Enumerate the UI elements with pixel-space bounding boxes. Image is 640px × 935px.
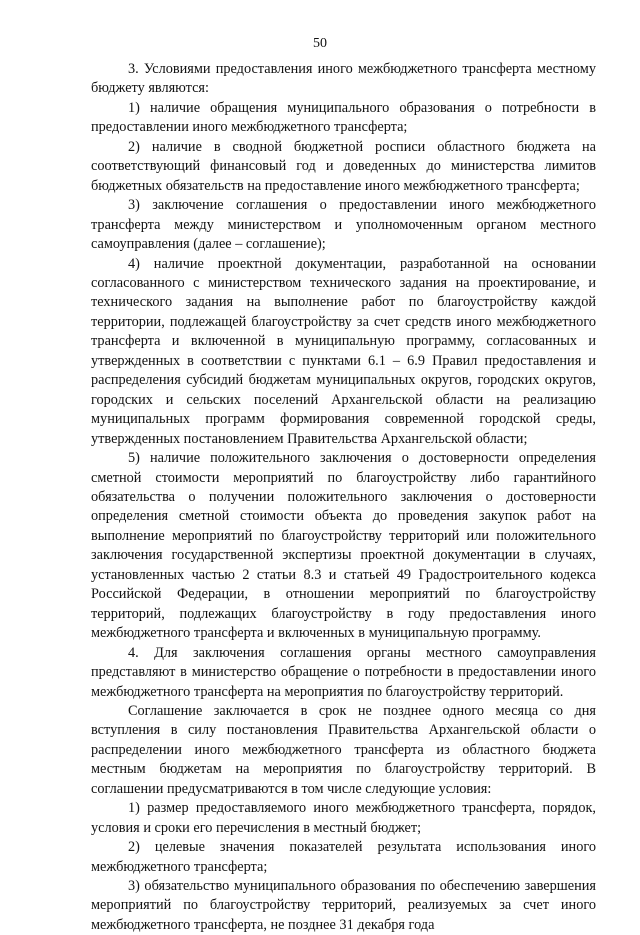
paragraph-agreement-condition-1: 1) размер предоставляемого иного межбюджетного трансферта, порядок, условия и сроки его перечисления в местный бюджет;	[91, 800, 596, 836]
paragraph-section-3: 3. Условиями предоставления иного межбюджетного трансферта местному бюджету являются:	[91, 61, 596, 97]
paragraph-condition-3: 3) заключение соглашения о предоставлении иного межбюджетного трансферта между министерством и уполномоченным органом местного самоуправления (далее – соглашение);	[91, 197, 596, 253]
paragraph-condition-5: 5) наличие положительного заключения о достоверности определения сметной стоимости мероприятий по благоустройству либо гарантийного обязательства о получении положительного заключения о достоверности определения сметной стоимости объекта до проведения закупок работ на выполнение мероприятий по благоустройству территорий или положительного заключения государственной экспертизы проектной документации в случаях, установленных частью 2 статьи 8.3 и статьей 49 Градостроительного кодекса Российской Федерации, в отношении мероприятий по благоустройству территорий, подлежащих благоустройству в году предоставления иного межбюджетного трансферта и включенных в муниципальную программу.	[91, 450, 596, 642]
paragraph-agreement-condition-2: 2) целевые значения показателей результата использования иного межбюджетного трансферта;	[91, 839, 596, 875]
paragraph-agreement-terms: Соглашение заключается в срок не позднее одного месяца со дня вступления в силу постановления Правительства Архангельской области о распределении иного межбюджетного трансферта из областного бюджета местным бюджетам на мероприятия по благоустройству территорий. В соглашении предусматриваются в том числе следующие условия:	[91, 702, 596, 797]
paragraph-condition-1: 1) наличие обращения муниципального образования о потребности в предоставлении иного межбюджетного трансферта;	[91, 99, 596, 136]
page-body	[91, 60, 596, 935]
paragraph-condition-4: 4) наличие проектной документации, разработанной на основании согласованного с министерством технического задания на проектирование, и технического задания на выполнение работ по благоустройству каждой территории, подлежащей благоустройству за счет средств иного межбюджетного трансферта и включенной в муниципальную программу, согласованных и утвержденных в соответствии с пунктами 6.1 – 6.9 Правил предоставления и распределения субсидий бюджетам муниципальных округов, городских округов, городских и сельских поселений Архангельской области на реализацию муниципальных программ формирования современной городской среды, утвержденных постановлением Правительства Архангельской области;	[91, 255, 596, 447]
page-number: 50	[313, 36, 327, 51]
paragraph-condition-2: 2) наличие в сводной бюджетной росписи областного бюджета на соответствующий финансовый год и доведенных до министерства лимитов бюджетных обязательств на предоставление иного межбюджетного трансферта;	[91, 138, 596, 194]
paragraph-section-4: 4. Для заключения соглашения органы местного самоуправления представляют в министерство обращение о потребности в предоставлении иного межбюджетного трансферта на мероприятия по благоустройству территорий.	[91, 644, 596, 700]
paragraph-agreement-condition-3: 3) обязательство муниципального образования по обеспечению завершения мероприятий по благоустройству территорий, реализуемых за счет иного межбюджетного трансферта, не позднее 31 декабря года	[91, 878, 596, 933]
